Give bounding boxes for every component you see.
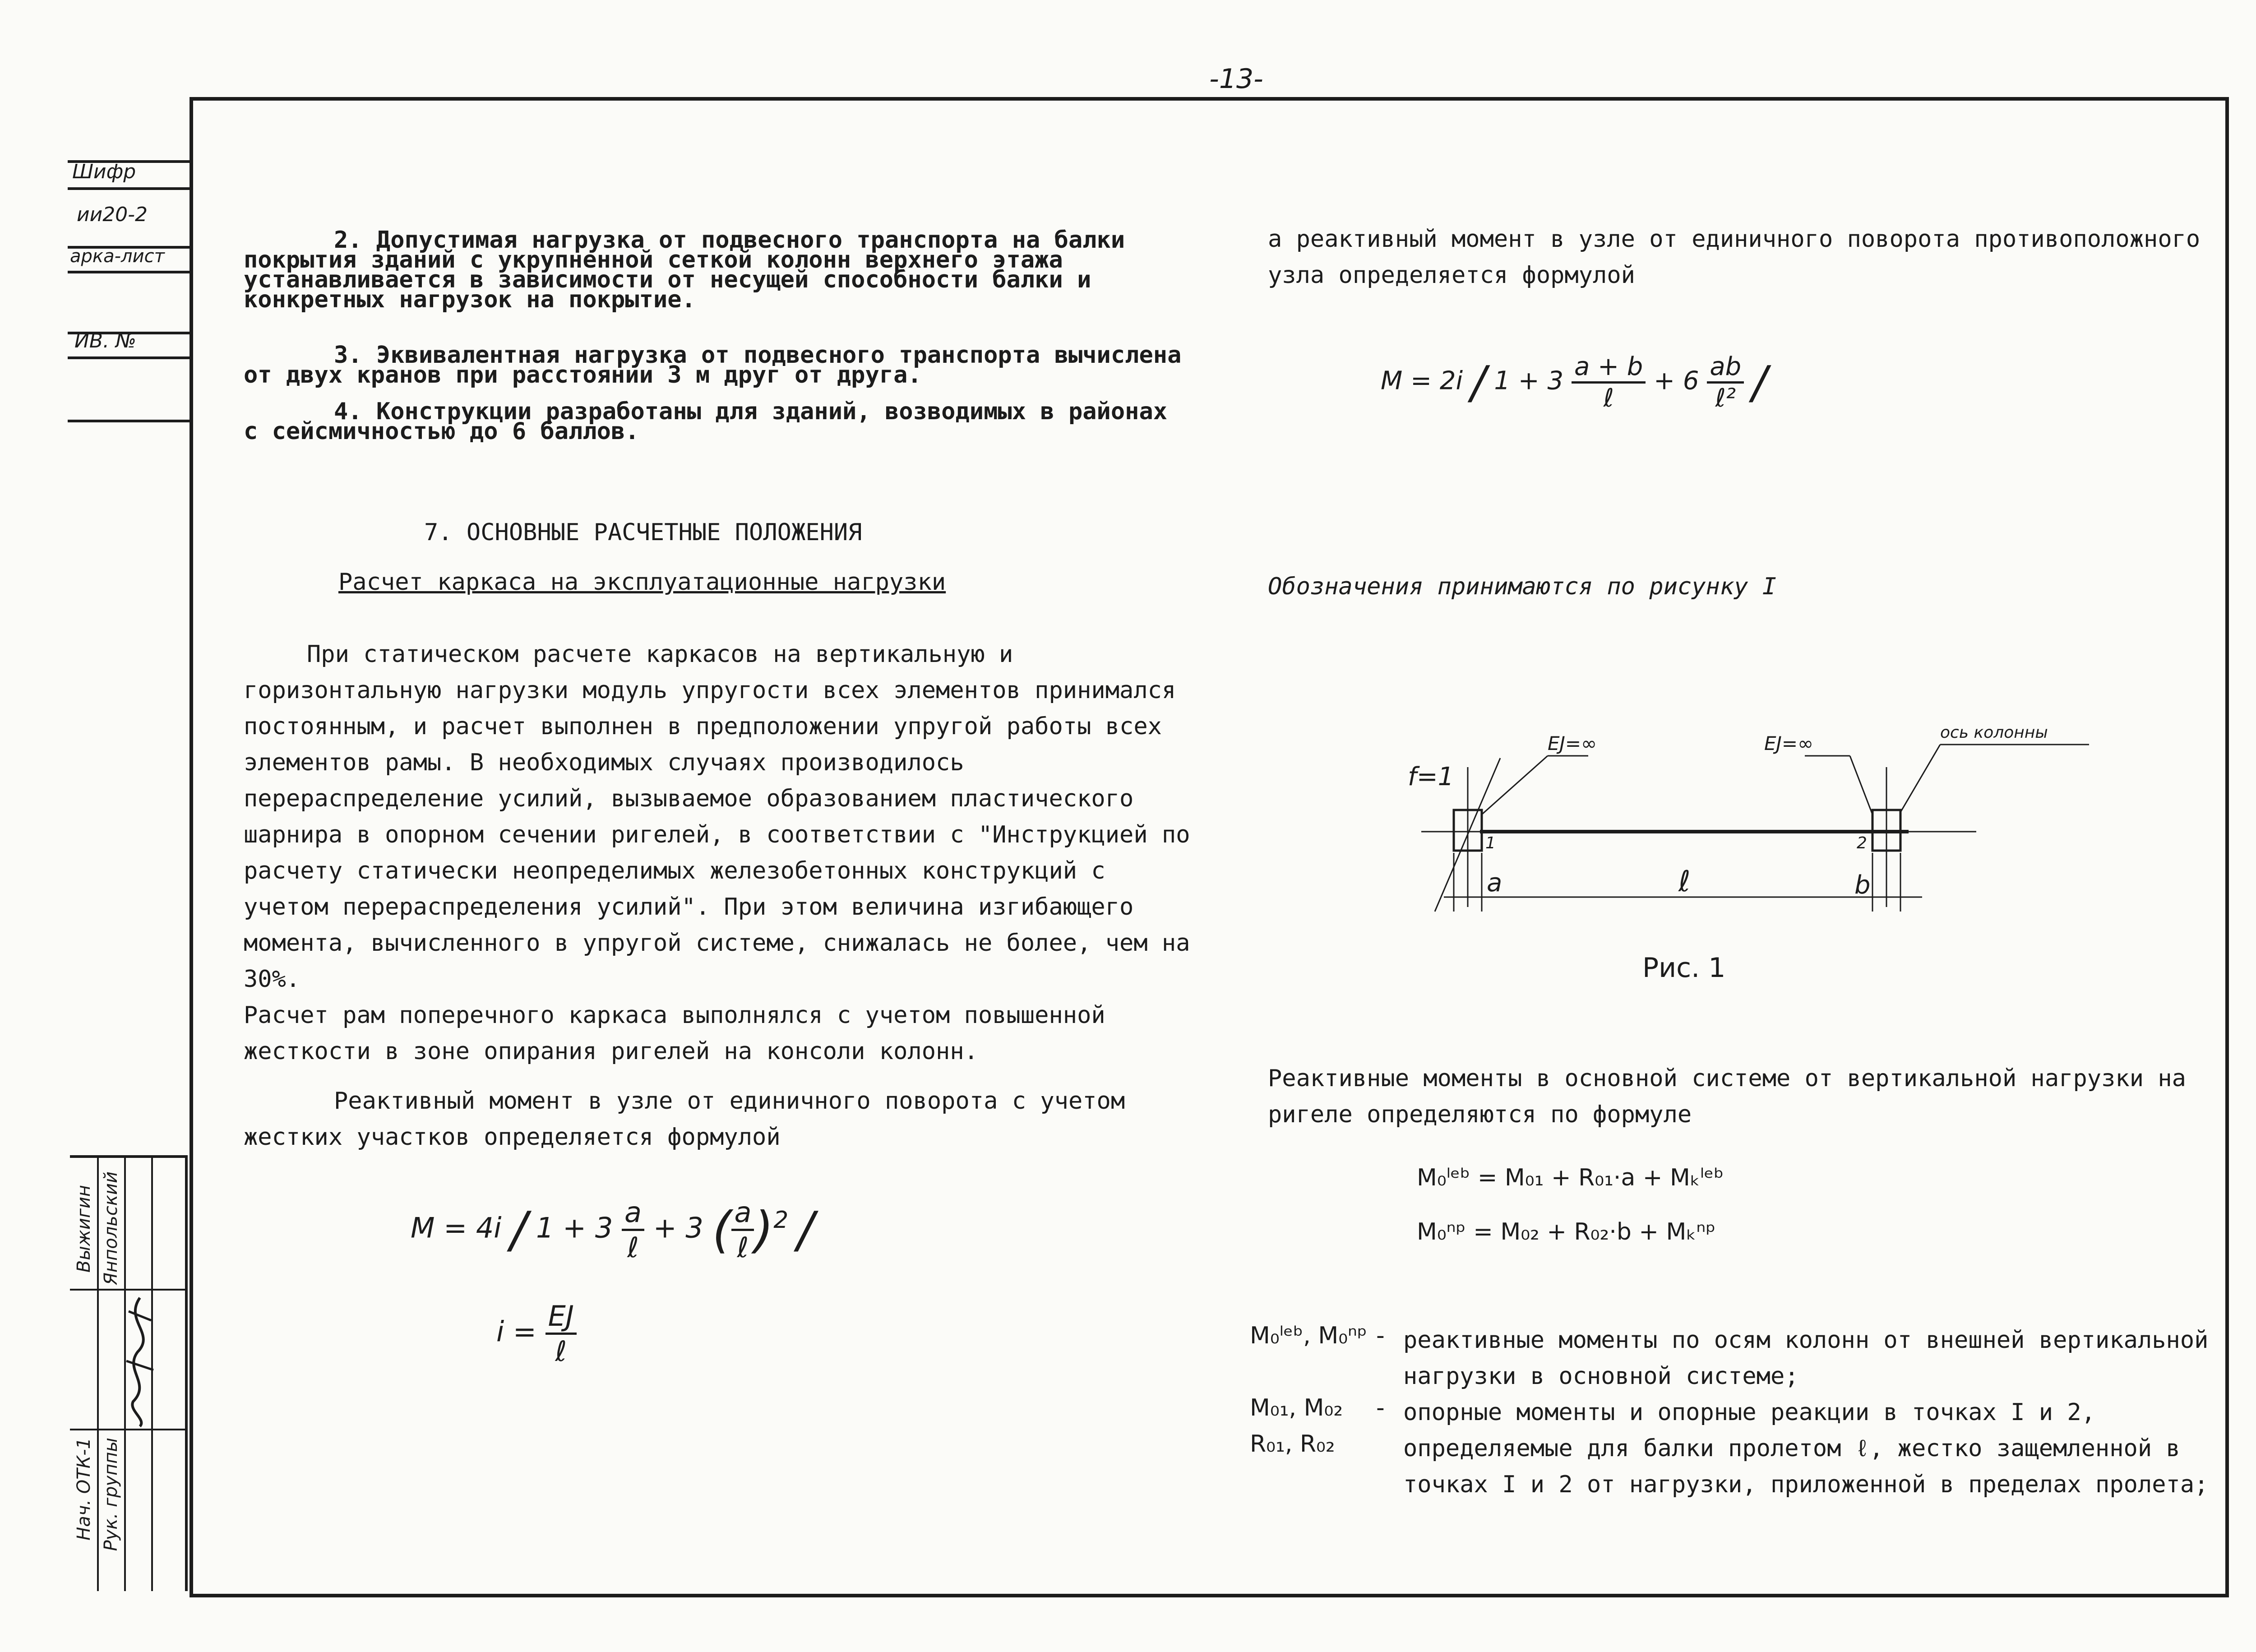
formula1-exp: 2 (773, 1206, 789, 1234)
formula1-lhs: M = 4i (411, 1211, 502, 1245)
formula3-den1: ℓ (1603, 384, 1614, 413)
formula3-term1: 1 + 3 (1494, 366, 1564, 396)
formula1-l: ℓ (627, 1231, 639, 1264)
def-dash-2: - (1376, 1394, 1385, 1421)
stamp-line (68, 187, 190, 190)
label-ej-left: EJ=∞ (1548, 732, 1597, 754)
stamp-field-cipher: Шифр (72, 160, 136, 183)
formula3-num2: ab (1707, 352, 1744, 384)
formula2-num: EJ (546, 1300, 577, 1335)
figure-caption: Рис. 1 (1642, 952, 1726, 984)
handwritten-signature (120, 1293, 160, 1429)
formula3-lhs: M = 2i (1381, 366, 1463, 396)
formula-moment-4i: M = 4i / 1 + 3 $\frac{a}{\text{ℓ}}$ + 3 ( $\frac{a}{\text{ℓ}}$ )$^2$ / (411, 1196, 814, 1264)
paragraph-frame-calc: Расчет рам поперечного каркаса выполнялся с учетом повышенной жесткости в зоне опирания ригелей на консоли колонн. (244, 1002, 1105, 1065)
item-2: 2. Допустимая нагрузка от подвесного транспорта на балки покрытия зданий с укрупненной сеткой колонн верхнего этажа устанавливается в зависимости от несущей способности балки и конкретных нагрузок на покрытие. (244, 227, 1125, 313)
formula3-term2: + 6 (1654, 366, 1699, 396)
def-text-1: реактивные моменты по осям колонн от внешней вертикальной нагрузки в основной системе; (1403, 1327, 2209, 1390)
sign-name-2: Янпольский (101, 1171, 121, 1285)
label-node-2: 2 (1857, 834, 1867, 852)
def-symbol-2: M₀₁, M₀₂ (1250, 1394, 1343, 1421)
section-subtitle: Расчет каркаса на эксплуатационные нагрузки (338, 569, 946, 596)
formula1-a: a (622, 1196, 644, 1231)
formula-moment-2i: M = 2i / 1 + 3 $\frac{a + b}{\text{ℓ}}$ + 6 $\frac{ab}{\text{ℓ²}}$ / (1381, 352, 1767, 413)
figure-beam-scheme (1399, 699, 2143, 979)
formula1-a2: a (731, 1196, 754, 1231)
notation-note: Обозначения принимаются по рисунку I (1268, 573, 1777, 600)
equation-left-moment: M₀ˡᵉᵇ = M₀₁ + R₀₁·a + Mₖˡᵉᵇ (1417, 1164, 1724, 1191)
paragraph-opposite-node: а реактивный момент в узле от единичного поворота противоположного узла определяется формулой (1268, 226, 2201, 289)
label-b: b (1854, 870, 1871, 900)
stamp-field-code: ии20-2 (77, 203, 148, 226)
stamp-line (68, 356, 190, 359)
stamp-line (68, 271, 190, 273)
paragraph-static-calc: При статическом расчете каркасов на вертикальную и горизонтальную нагрузки модуль упругости всех элементов принимался постоянным, и расчет выполнен в предположении упругой работы всех элементов рамы. В необходимых случаях производилось перераспределение усилий, вызываемое образованием пластического шарнира в опорном сечении ригелей, в соответствии с "Инструкцией по расчету статически неопределимых железобетонных конструкций с учетом перераспределения усилий". При этом величина изгибающего момента, вычисленного в упругой системе, снижалась не более, чем на 30%. (244, 641, 1190, 993)
label-l: ℓ (1678, 865, 1691, 898)
sign-role-1: Нач. ОТК-1 (74, 1438, 94, 1541)
sign-role-2: Рук. группы (101, 1438, 121, 1551)
formula3-den2: ℓ² (1715, 384, 1736, 413)
formula1-term1: 1 + 3 (536, 1211, 613, 1245)
stamp-line (68, 420, 190, 422)
formula1-l2: ℓ (737, 1231, 749, 1264)
page-number: -13- (1209, 63, 1263, 95)
formula-stiffness (496, 1300, 577, 1368)
formula2-lhs: i = (496, 1315, 536, 1348)
stamp-field-inv: ИВ. № (74, 329, 136, 352)
equation-right-moment: M₀ⁿᵖ = M₀₂ + R₀₂·b + Mₖⁿᵖ (1417, 1218, 1716, 1245)
label-column-axis: ось колонны (1940, 723, 2048, 742)
formula3-num1: a + b (1572, 352, 1646, 384)
def-dash-1: - (1376, 1322, 1385, 1349)
def-symbol-2b: R₀₁, R₀₂ (1250, 1430, 1335, 1458)
stamp-field-sheet: арка-лист (70, 246, 165, 267)
item-4: 4. Конструкции разработаны для зданий, возводимых в районах с сейсмичностью до 6 баллов. (244, 398, 1168, 445)
sign-name-1: Выжигин (74, 1185, 94, 1273)
label-ej-right: EJ=∞ (1764, 732, 1814, 754)
item-3: 3. Эквивалентная нагрузка от подвесного транспорта вычислена от двух кранов при расстоянии 3 м друг от друга. (244, 342, 1182, 389)
def-text-2: опорные моменты и опорные реакции в точках I и 2, определяемые для балки пролетом ℓ, жестко защемленной в точках I и 2 от нагрузки, приложенной в пределах пролета; (1403, 1399, 2209, 1498)
def-symbol-1: M₀ˡᵉᵇ, M₀ⁿᵖ (1250, 1322, 1368, 1349)
formula1-term2: + 3 (653, 1211, 703, 1245)
label-a: a (1487, 868, 1502, 898)
label-node-1: 1 (1485, 834, 1496, 852)
signature-block (70, 1155, 188, 1591)
paragraph-reactive-moments: Реактивные моменты в основной системе от вертикальной нагрузки на ригеле определяются по формуле (1268, 1065, 2186, 1128)
label-f: f=1 (1408, 762, 1454, 791)
paragraph-reactive-moment: Реактивный момент в узле от единичного поворота с учетом жестких участков определяется формулой (244, 1087, 1125, 1151)
section-title: 7. ОСНОВНЫЕ РАСЧЕТНЫЕ ПОЛОЖЕНИЯ (424, 519, 862, 546)
formula2-den: ℓ (555, 1335, 567, 1368)
